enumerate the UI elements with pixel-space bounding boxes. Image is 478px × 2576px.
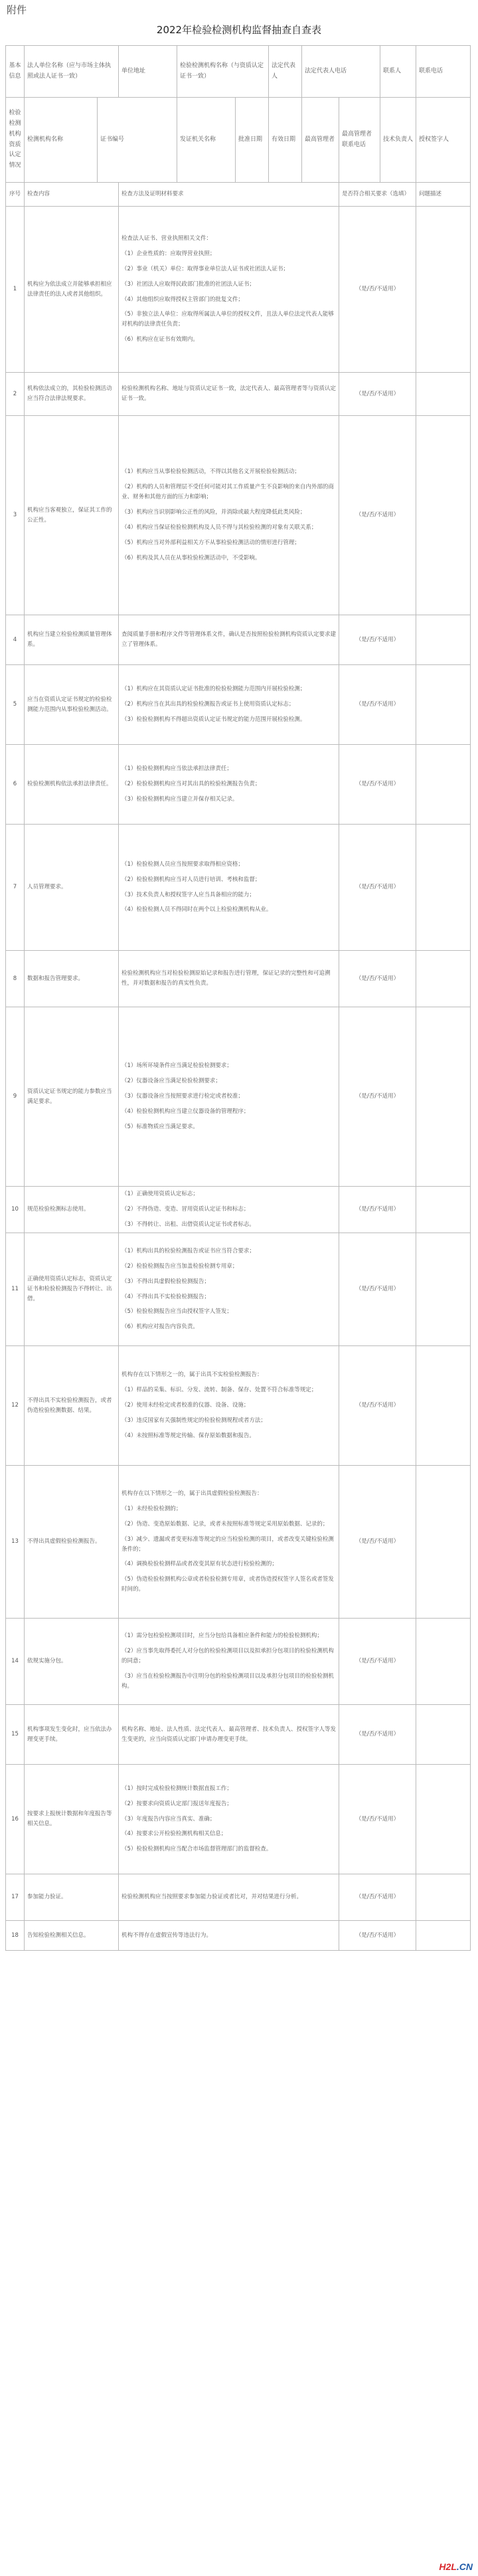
issue-description[interactable]	[416, 1921, 471, 1951]
self-check-table	[5, 45, 471, 1951]
issue-description[interactable]	[416, 825, 471, 951]
method-line: （1）机构应当从事检验检测活动，不得以其他名义开展检验检测活动；	[121, 468, 300, 476]
table-row	[6, 207, 471, 373]
issue-description[interactable]	[416, 1619, 471, 1705]
check-method	[119, 1619, 339, 1705]
table-row	[6, 373, 471, 416]
issue-description[interactable]	[416, 1233, 471, 1346]
row-number: 14	[6, 1619, 25, 1705]
method-line: （2）检验检测机构应当对人员进行培训、考核和监督；	[121, 876, 261, 883]
method-line: 检验检测机构名称、地址与资质认定证书一致，法定代表人、最高管理者等与资质认定证书一致。	[121, 385, 337, 402]
row-number: 15	[6, 1705, 25, 1765]
method-line: （5）检验检测报告应当由授权签字人签发；	[121, 1308, 232, 1316]
cert-col-approve-date: 批准日期	[236, 98, 269, 183]
method-line: （6）机构应在证书有效期内。	[121, 336, 199, 344]
method-line: （3）仪器设备应当按照要求进行检定或者校准；	[121, 1093, 244, 1100]
check-method	[119, 416, 339, 615]
method-line: （2）使用未经检定或者校准的仪器、设备、设施；	[121, 1402, 250, 1409]
conform-answer[interactable]: （是/否/不适用）	[339, 207, 416, 373]
address-label: 单位地址	[119, 46, 177, 98]
row-number: 18	[6, 1921, 25, 1951]
cert-col-issuer: 发证机关名称	[177, 98, 236, 183]
conform-answer[interactable]: （是/否/不适用）	[339, 951, 416, 1007]
conform-answer[interactable]: （是/否/不适用）	[339, 373, 416, 416]
issue-description[interactable]	[416, 373, 471, 416]
method-line: （2）机构的人员和管理层不受任何可能对其工作质量产生不良影响的来自内外部的商业、财务和其他方面的压力和影响；	[121, 484, 334, 501]
method-line: （2）仪器设备应当满足检验检测要求；	[121, 1078, 221, 1085]
table-row	[6, 1921, 471, 1951]
site-watermark-logo	[439, 2561, 473, 2572]
column-header-row	[6, 183, 471, 207]
col-header-conform: 是否符合相关要求（选填）	[339, 183, 416, 207]
table-row	[6, 1346, 471, 1466]
method-line: （3）检验检测机构不得超出资质认定证书规定的能力范围开展检验检测。	[121, 716, 306, 723]
method-line: （6）机构及其人员在从事检验检测活动中，不受影响。	[121, 554, 261, 561]
row-number: 7	[6, 825, 25, 951]
legal-rep-phone-label: 法定代表人电话	[302, 46, 380, 98]
conform-answer[interactable]: （是/否/不适用）	[339, 1187, 416, 1233]
method-line: （1）机构应在其资质认定证书批准的检验检测能力范围内开展检验检测；	[121, 686, 306, 693]
row-number: 3	[6, 416, 25, 615]
method-line: （2）按要求向资质认定部门报送年度报告；	[121, 1800, 232, 1807]
table-row	[6, 1874, 471, 1921]
method-line: （4）检验检测人员不得同时在两个以上检验检测机构从业。	[121, 906, 272, 914]
cert-col-agency-name: 检测机构名称	[25, 98, 98, 183]
method-line: （4）机构应当保证检验检测机构及人员不得与其检验检测的对象有关联关系；	[121, 524, 317, 531]
check-method	[119, 1233, 339, 1346]
row-number: 5	[6, 665, 25, 745]
conform-answer[interactable]: （是/否/不适用）	[339, 1233, 416, 1346]
issue-description[interactable]	[416, 207, 471, 373]
method-line: （2）伪造、变造原始数据、记录，或者未按照标准等规定采用原始数据、记录的；	[121, 1520, 329, 1528]
method-line: （3）社团法人应取得民政部门批准的社团法人证书；	[121, 280, 255, 288]
table-row	[6, 1619, 471, 1705]
check-item: 正确使用资质认定标志，资质认定证书和检验检测报告不得转让、出借。	[25, 1233, 119, 1346]
method-line: （4）不得出具不实检验检测报告；	[121, 1293, 210, 1300]
check-item: 参加能力验证。	[25, 1874, 119, 1921]
check-item: 机构应当建立检验检测质量管理体系。	[25, 615, 119, 665]
method-line: （3）不得出具虚假检验检测报告；	[121, 1278, 210, 1285]
logo-text-h2l: H2L	[439, 2561, 457, 2572]
method-line: 检查法人证书、营业执照相关文件：	[121, 235, 212, 242]
cert-col-cert-no: 证书编号	[98, 98, 177, 183]
method-line: （3）违反国家有关强制性规定的检验检测规程或者方法；	[121, 1417, 266, 1424]
conform-answer[interactable]: （是/否/不适用）	[339, 1466, 416, 1619]
row-number: 4	[6, 615, 25, 665]
issue-description[interactable]	[416, 416, 471, 615]
issue-description[interactable]	[416, 1874, 471, 1921]
table-row	[6, 1007, 471, 1187]
issue-description[interactable]	[416, 1346, 471, 1466]
row-number: 9	[6, 1007, 25, 1187]
cert-col-top-manager: 最高管理者	[302, 98, 339, 183]
check-item: 不得出具虚假检验检测报告。	[25, 1466, 119, 1619]
table-row	[6, 1466, 471, 1619]
method-line: （5）非独立法人单位：应取得所属法人单位的授权文件，且法人单位法定代表人能够对机构的法律责任负责；	[121, 311, 334, 328]
row-number: 13	[6, 1466, 25, 1619]
method-line: （2）事业（机关）单位：取得事业单位法人证书或社团法人证书；	[121, 265, 289, 272]
conform-answer[interactable]: （是/否/不适用）	[339, 1921, 416, 1951]
table-row	[6, 1187, 471, 1233]
method-line: （4）调换检验检测样品或者改变其原有状态进行检验检测的；	[121, 1561, 278, 1568]
method-line: （2）应当事先取得委托人对分包的检验检测项目以及拟承担分包项目的检验检测机构的同意；	[121, 1648, 334, 1665]
issue-description[interactable]	[416, 665, 471, 745]
conform-answer[interactable]: （是/否/不适用）	[339, 416, 416, 615]
contact-label: 联系人	[380, 46, 416, 98]
cert-col-tech-lead: 技术负责人	[380, 98, 416, 183]
check-method	[119, 1705, 339, 1765]
table-row	[6, 745, 471, 825]
method-line: （1）机构出具的检验检测报告或证书应当符合要求；	[121, 1247, 255, 1254]
method-line: （4）其他组织应取得授权主管部门的批复文件；	[121, 296, 244, 303]
check-method	[119, 1765, 339, 1874]
row-number: 10	[6, 1187, 25, 1233]
check-method	[119, 665, 339, 745]
row-number: 8	[6, 951, 25, 1007]
method-line: （3）技术负责人和授权签字人应当具备相应的能力；	[121, 891, 255, 898]
method-line: （2）检验检测机构应当对其出具的检验检测报告负责；	[121, 781, 261, 788]
row-number: 1	[6, 207, 25, 373]
check-item: 人员管理要求。	[25, 825, 119, 951]
check-method	[119, 951, 339, 1007]
check-item: 告知检验检测相关信息。	[25, 1921, 119, 1951]
check-method	[119, 207, 339, 373]
check-item: 数据和报告管理要求。	[25, 951, 119, 1007]
method-line: （5）标准物质应当满足要求。	[121, 1123, 199, 1130]
method-line: （1）未经检验检测的；	[121, 1505, 182, 1512]
check-item: 机构依法成立的，其检验检测活动应当符合法律法规要求。	[25, 373, 119, 416]
check-item: 应当在资质认定证书规定的检验检测能力范围内从事检验检测活动。	[25, 665, 119, 745]
method-line: 机构存在以下情形之一的，属于出具不实检验检测报告：	[121, 1371, 263, 1379]
method-line: 查阅质量手册和程序文件等管理体系文件，确认是否按照检验检测机构资质认定要求建立了管理体系。	[121, 631, 337, 648]
cert-col-valid-date: 有效日期	[269, 98, 302, 183]
method-line: （3）年度报告内容应当真实、准确；	[121, 1815, 216, 1823]
cert-col-signatory: 授权签字人	[416, 98, 471, 183]
method-line: 机构不得存在虚假宣传等违法行为。	[121, 1932, 212, 1939]
col-header-method: 检查方法及证明材料要求	[119, 183, 339, 207]
col-header-no: 序号	[6, 183, 25, 207]
method-line: 机构存在以下情形之一的，属于出具虚假检验检测报告：	[121, 1490, 263, 1497]
method-line: （2）检验检测报告应当加盖检验检测专用章；	[121, 1262, 238, 1270]
method-line: （2）不得伪造、变造、冒用资质认定证书和标志；	[121, 1206, 250, 1213]
row-number: 17	[6, 1874, 25, 1921]
check-item: 不得出具不实检验检测报告，或者伪造检验检测数据、结果。	[25, 1346, 119, 1466]
issue-description[interactable]	[416, 1705, 471, 1765]
check-item: 机构事项发生变化时，应当依法办理变更手续。	[25, 1705, 119, 1765]
method-line: （1）需分包检验检测项目时，应当分包给具备相应条件和能力的检验检测机构；	[121, 1633, 323, 1640]
table-row	[6, 615, 471, 665]
check-method	[119, 1007, 339, 1187]
table-row	[6, 1765, 471, 1874]
cert-info-label: 检验检测机构资质认定情况	[6, 98, 25, 183]
issue-description[interactable]	[416, 1466, 471, 1619]
check-method	[119, 1466, 339, 1619]
legal-rep-label: 法定代表人	[269, 46, 302, 98]
method-line: （4）按要求公开检验检测机构相关信息；	[121, 1831, 227, 1838]
contact-phone-label: 联系电话	[416, 46, 471, 98]
logo-text-cn: .CN	[456, 2561, 473, 2572]
conform-answer[interactable]: （是/否/不适用）	[339, 665, 416, 745]
check-method	[119, 1874, 339, 1921]
method-line: （4）未按照标准等规定传输、保存原始数据和报告。	[121, 1432, 255, 1439]
method-line: （1）正确使用资质认定标志；	[121, 1191, 199, 1198]
cert-info-row	[6, 98, 471, 183]
method-line: （5）伪造检验检测机构公章或者检验检测专用章，或者伪造授权签字人签名或者签发时间的。	[121, 1576, 334, 1593]
basic-info-row	[6, 46, 471, 98]
col-header-issue: 问题描述	[416, 183, 471, 207]
method-line: （3）机构应当识别影响公正性的风险，并消除或最大程度降低此类风险；	[121, 509, 306, 516]
conform-answer[interactable]: （是/否/不适用）	[339, 615, 416, 665]
method-line: （1）检验检测机构应当依法承担法律责任；	[121, 765, 232, 773]
issue-description[interactable]	[416, 615, 471, 665]
method-line: （5）机构应当对外部利益相关方不从事检验检测活动的情形进行管理；	[121, 539, 300, 546]
row-number: 16	[6, 1765, 25, 1874]
row-number: 11	[6, 1233, 25, 1346]
table-row	[6, 951, 471, 1007]
row-number: 2	[6, 373, 25, 416]
method-line: （4）检验检测机构应当建立仪器设备的管理程序；	[121, 1108, 250, 1115]
table-row	[6, 825, 471, 951]
method-line: （1）样品的采集、标识、分发、流转、制备、保存、处置不符合标准等规定；	[121, 1387, 317, 1394]
conform-answer[interactable]: （是/否/不适用）	[339, 745, 416, 825]
attachment-label: 附件	[7, 4, 27, 16]
method-line: （1）企业性质的：应取得营业执照；	[121, 250, 216, 257]
conform-answer[interactable]: （是/否/不适用）	[339, 1007, 416, 1187]
method-line: 检验检测机构应当对检验检测原始记录和报告进行管理，保证记录的完整性和可追溯性，并对数据和报告的真实性负责。	[121, 970, 331, 987]
method-line: （3）减少、遗漏或者变更标准等规定的应当检验检测的项目，或者改变关键检验检测条件的；	[121, 1536, 334, 1553]
conform-answer[interactable]: （是/否/不适用）	[339, 1619, 416, 1705]
check-item: 检验检测机构依法承担法律责任。	[25, 745, 119, 825]
issue-description[interactable]	[416, 1187, 471, 1233]
method-line: （6）机构应对报告内容负责。	[121, 1324, 199, 1331]
check-method	[119, 1921, 339, 1951]
issue-description[interactable]	[416, 951, 471, 1007]
conform-answer[interactable]: （是/否/不适用）	[339, 1874, 416, 1921]
table-row	[6, 416, 471, 615]
method-line: （3）检验检测机构应当建立并保存相关记录。	[121, 795, 238, 803]
issue-description[interactable]	[416, 1765, 471, 1874]
table-row	[6, 665, 471, 745]
check-item: 按要求上报统计数据和年度报告等相关信息。	[25, 1765, 119, 1874]
conform-answer[interactable]: （是/否/不适用）	[339, 1705, 416, 1765]
conform-answer[interactable]: （是/否/不适用）	[339, 1765, 416, 1874]
row-number: 6	[6, 745, 25, 825]
method-line: （1）场所环境条件应当满足检验检测要求；	[121, 1062, 232, 1070]
check-item: 机构应当客观独立，保证其工作的公正性。	[25, 416, 119, 615]
issue-description[interactable]	[416, 745, 471, 825]
check-method	[119, 825, 339, 951]
method-line: （3）应当在检验检测报告中注明分包的检验检测项目以及承担分包项目的检验检测机构。	[121, 1672, 334, 1690]
col-header-item: 检查内容	[25, 183, 119, 207]
table-row	[6, 1233, 471, 1346]
check-method	[119, 615, 339, 665]
table-row	[6, 1705, 471, 1765]
check-item: 机构应为依法成立并能够承担相应法律责任的法人或者其他组织。	[25, 207, 119, 373]
page-title: 2022年检验检测机构监督抽查自查表	[156, 24, 322, 36]
legal-entity-name-label: 法人单位名称（应与市场主体执照或法人证书一致）	[25, 46, 119, 98]
row-number: 12	[6, 1346, 25, 1466]
check-method	[119, 1346, 339, 1466]
method-line: 检验检测机构应当按照要求参加能力验证或者比对，并对结果进行分析。	[121, 1894, 303, 1901]
check-method	[119, 1187, 339, 1233]
method-line: （2）机构应当在其出具的检验检测报告或证书上使用资质认定标志；	[121, 701, 295, 708]
method-line: （5）检验检测机构应当配合市场监督管理部门的监督检查。	[121, 1846, 272, 1853]
cert-col-manager-phone: 最高管理者联系电话	[339, 98, 380, 183]
issue-description[interactable]	[416, 1007, 471, 1187]
check-item: 依规实施分包。	[25, 1619, 119, 1705]
check-method	[119, 745, 339, 825]
method-line: （3）不得转让、出租、出借资质认定证书或者标志。	[121, 1221, 255, 1228]
method-line: 机构名称、地址、法人性质、法定代表人、最高管理者、技术负责人、授权签字人等发生变更的，应当向资质认定部门申请办理变更手续。	[121, 1726, 337, 1743]
conform-answer[interactable]: （是/否/不适用）	[339, 1346, 416, 1466]
check-item: 规范检验检测标志使用。	[25, 1187, 119, 1233]
method-line: （1）检验检测人员应当按照要求取得相应资格；	[121, 860, 244, 868]
check-item: 资质认定证书规定的能力参数应当满足要求。	[25, 1007, 119, 1187]
method-line: （1）按时完成检验检测统计数据直报工作；	[121, 1785, 232, 1792]
agency-name-label: 检验检测机构名称（与资质认定证书一致）	[177, 46, 269, 98]
check-method	[119, 373, 339, 416]
basic-info-label: 基本信息	[6, 46, 25, 98]
conform-answer[interactable]: （是/否/不适用）	[339, 825, 416, 951]
